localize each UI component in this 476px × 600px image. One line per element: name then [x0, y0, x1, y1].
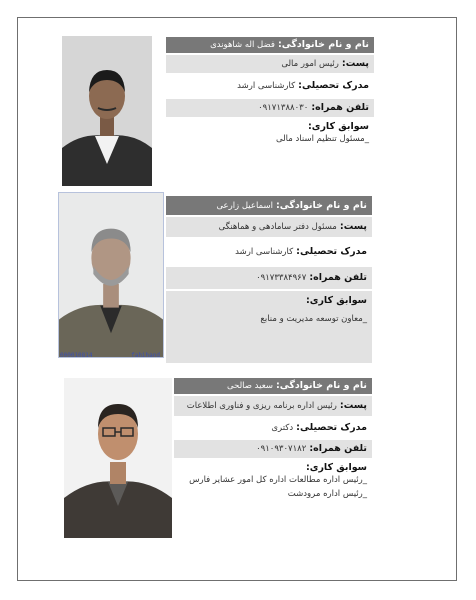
experience-row [174, 460, 372, 520]
position-label: پست: [339, 400, 367, 411]
name-value: فضل اله شاهوندی [210, 40, 275, 50]
phone-label: تلفن همراه: [311, 102, 369, 113]
degree-label: مدرک تحصیلی: [298, 80, 369, 91]
person-photo-1 [62, 36, 152, 186]
degree-value: دکتری [271, 423, 294, 433]
experience-item: _رئیس اداره مرودشت [287, 489, 367, 499]
phone-row [174, 440, 372, 458]
position-value: رئیس اداره برنامه ریزی و فناوری اطلاعات [186, 401, 337, 411]
degree-label: مدرک تحصیلی: [296, 422, 367, 433]
degree-label: مدرک تحصیلی: [296, 246, 367, 257]
degree-value: کارشناسی ارشد [235, 247, 294, 257]
phone-row [166, 99, 374, 117]
position-label: پست: [339, 221, 367, 232]
phone-value: ۰۹۱۰۹۳۰۷۱۸۲ [256, 444, 307, 454]
position-row [166, 55, 374, 73]
degree-row [166, 239, 372, 265]
position-value: مسئول دفتر سامادهی و هماهنگی [218, 222, 337, 232]
position-value: رئیس امور مالی [281, 59, 339, 69]
photo-code-number: 000010814 [60, 352, 93, 359]
photo-code [60, 352, 160, 359]
experience-label: سوابق کاری: [305, 462, 367, 473]
experience-row [166, 291, 372, 363]
name-label: نام و نام خانوادگی: [277, 39, 369, 50]
phone-row [166, 267, 372, 289]
name-value: اسماعیل زارعی [216, 201, 273, 211]
name-label: نام و نام خانوادگی: [275, 380, 367, 391]
person-info-3 [174, 378, 372, 522]
experience-item: _مسئول تنظیم اسناد مالی [276, 134, 369, 144]
experience-label: سوابق کاری: [307, 121, 369, 132]
person-info-1 [166, 37, 374, 165]
person-photo-2 [58, 192, 164, 358]
phone-value: ۰۹۱۷۳۳۸۴۹۶۷ [256, 273, 307, 283]
experience-label: سوابق کاری: [305, 295, 367, 306]
person-photo-3 [64, 378, 172, 538]
name-row [166, 37, 374, 53]
position-row [166, 217, 372, 237]
name-row [166, 196, 372, 215]
person-info-2 [166, 196, 372, 365]
photo-code-name: fahihand [131, 352, 160, 359]
experience-item: _معاون توسعه مدیریت و منابع [260, 314, 367, 324]
name-value: سعید صالحی [227, 381, 273, 391]
position-row [174, 396, 372, 416]
degree-value: کارشناسی ارشد [237, 81, 296, 91]
degree-row [174, 418, 372, 438]
name-row [174, 378, 372, 394]
name-label: نام و نام خانوادگی: [275, 200, 367, 211]
phone-label: تلفن همراه: [309, 443, 367, 454]
position-label: پست: [341, 58, 369, 69]
experience-row [166, 119, 374, 163]
phone-label: تلفن همراه: [309, 272, 367, 283]
experience-item: _رئیس اداره مطالعات اداره کل امور عشایر فارس [189, 475, 367, 485]
degree-row [166, 75, 374, 97]
phone-value: ۰۹۱۷۱۳۸۸۰۳۰ [258, 103, 309, 113]
